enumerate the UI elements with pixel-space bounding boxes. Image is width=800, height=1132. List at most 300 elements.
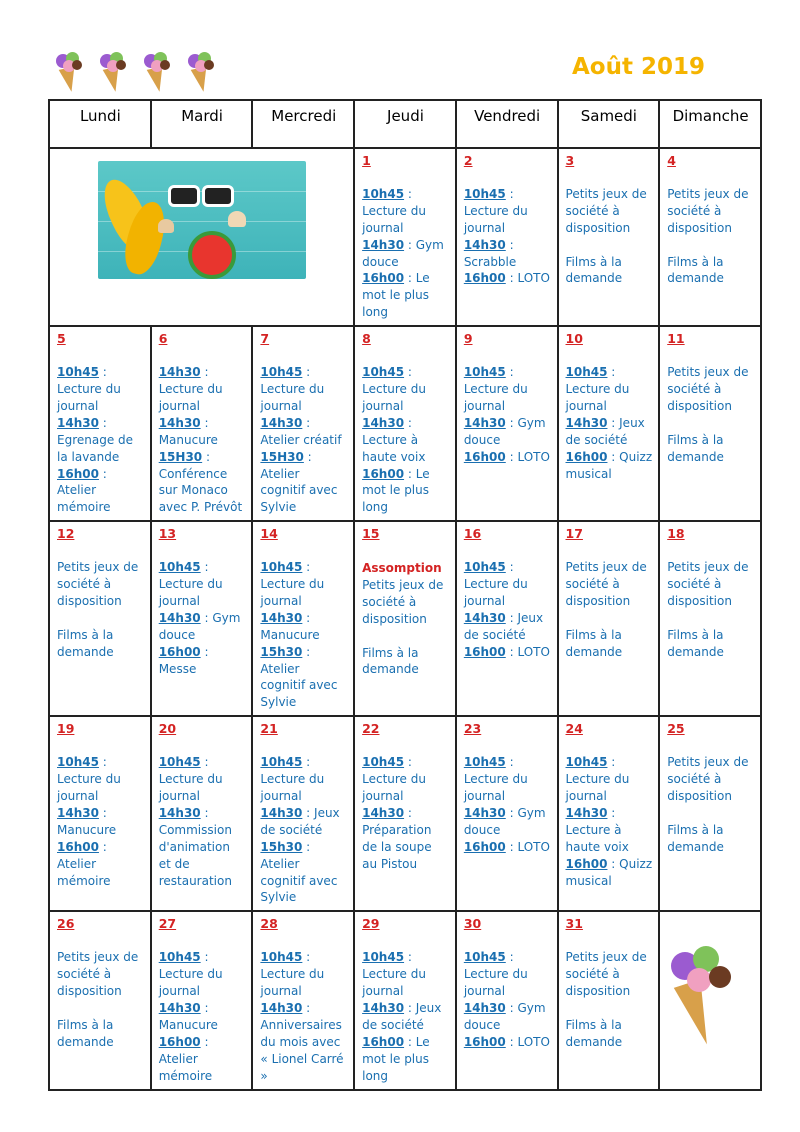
activity-line <box>159 1000 246 1017</box>
activity-text: Lecture du journal <box>362 772 426 803</box>
activity-time: 10h45 <box>463 365 506 380</box>
activity-line <box>260 449 347 466</box>
weekday-header: Mardi <box>151 100 253 148</box>
activity-time: 14h30 <box>260 805 303 820</box>
activity-line <box>566 1017 653 1051</box>
activity-text: : Jeux de société <box>565 415 645 447</box>
activity-text: : Gym douce <box>158 610 241 642</box>
day-number: 13 <box>158 526 177 542</box>
activity-line <box>57 432 144 466</box>
activity-time: 14h30 <box>565 415 608 430</box>
day-cell <box>151 326 253 521</box>
day-cell <box>659 148 761 326</box>
activity-text: Films à la demande <box>57 627 114 659</box>
activity-time: 16h00 <box>362 271 405 286</box>
activity-text: Petits jeux de société à disposition <box>565 186 647 235</box>
activity-text: Lecture du journal <box>362 381 426 413</box>
activity-line <box>362 577 449 628</box>
day-cell <box>49 911 151 1089</box>
activity-text: Petits jeux de société à disposition <box>57 560 139 608</box>
week-row <box>49 326 761 521</box>
activity-text: Lecture à haute voix <box>362 432 426 464</box>
activity-line <box>566 949 653 1000</box>
activity-line <box>57 856 144 890</box>
activity-text: : <box>505 755 514 770</box>
activity-line <box>159 822 246 890</box>
activity-time: 10h45 <box>463 755 506 770</box>
activity-line <box>464 364 551 381</box>
activity-text: : <box>98 755 107 770</box>
activity-text: : <box>98 365 107 380</box>
activity-line <box>260 856 347 907</box>
activity-time: 14h30 <box>362 805 405 820</box>
activity-time: 14h30 <box>362 237 405 252</box>
activity-time: 14h30 <box>362 415 405 430</box>
activity-text: : <box>302 839 311 854</box>
day-cell <box>456 326 558 521</box>
activity-text: Lecture du journal <box>463 577 528 608</box>
activity-text: Manucure <box>57 822 117 837</box>
activity-time: 16h00 <box>362 1034 405 1049</box>
day-number: 28 <box>260 916 278 932</box>
activity-line <box>260 364 347 381</box>
activity-time: 14h30 <box>463 415 506 430</box>
ice-cream-icon <box>665 942 741 1046</box>
activity-text: Films à la demande <box>667 432 724 464</box>
activity-line <box>464 949 551 966</box>
activity-line <box>260 754 347 771</box>
header-icons <box>50 48 222 94</box>
activity-line <box>159 610 246 644</box>
activity-text: Petits jeux de société à disposition <box>667 560 749 608</box>
activity-line <box>57 364 144 381</box>
day-number: 18 <box>667 526 685 542</box>
activity-time: 14h30 <box>463 610 506 625</box>
activity-line <box>57 771 144 805</box>
activity-time: 15h30 <box>260 839 303 854</box>
activity-line <box>464 754 551 771</box>
month-title: Août 2019 <box>572 54 705 80</box>
activity-line <box>464 559 551 576</box>
activity-text: : <box>200 560 209 575</box>
activity-line <box>362 415 449 432</box>
activity-line <box>667 432 754 466</box>
activity-line <box>159 949 246 966</box>
activity-line <box>57 805 144 822</box>
activity-text: Atelier mémoire <box>158 1051 213 1083</box>
activity-line <box>260 966 347 1000</box>
activity-text: : <box>404 950 412 965</box>
activity-time: 10h45 <box>158 560 201 575</box>
activity-time: 15h30 <box>260 644 303 659</box>
activity-text: : Quizz musical <box>565 449 653 481</box>
activity-line <box>159 1051 246 1085</box>
activity-line <box>159 364 246 381</box>
activity-text: : <box>98 466 107 481</box>
activity-text: : <box>200 755 209 770</box>
activity-time: 10h45 <box>158 755 201 770</box>
day-number: 24 <box>565 721 583 737</box>
activity-text: Lecture du journal <box>362 967 426 999</box>
activity-line <box>362 237 449 271</box>
activity-line <box>159 966 246 1000</box>
activity-text: Petits jeux de société à disposition <box>57 950 139 999</box>
activity-text: : <box>404 415 412 430</box>
activity-line <box>159 559 246 576</box>
activity-text: Films à la demande <box>565 254 623 286</box>
activity-line <box>57 482 144 516</box>
activity-text: : <box>202 449 211 464</box>
activity-text: : <box>302 415 311 430</box>
activity-text: : <box>505 950 514 965</box>
activity-text: Manucure <box>158 1017 218 1032</box>
activity-text: Lecture du journal <box>158 381 223 413</box>
activity-text: Petits jeux de société à disposition <box>667 365 749 413</box>
activity-line <box>464 186 551 203</box>
activity-text: Scrabble <box>463 254 517 269</box>
beach-image-cell <box>49 148 354 326</box>
day-cell <box>252 716 354 911</box>
activity-line <box>362 432 449 466</box>
day-cell <box>558 911 660 1089</box>
activity-time: 16h00 <box>463 1034 506 1049</box>
activity-line <box>260 1000 347 1017</box>
activity-text: Lecture du journal <box>260 381 325 413</box>
activity-line <box>362 966 449 1000</box>
day-cell <box>354 521 456 716</box>
week-row <box>49 521 761 716</box>
activity-time: 14h30 <box>260 415 303 430</box>
day-number: 27 <box>158 916 177 932</box>
day-cell <box>252 326 354 521</box>
activity-time: 15H30 <box>260 449 304 464</box>
weekday-header: Mercredi <box>252 100 354 148</box>
day-cell <box>151 716 253 911</box>
activity-line <box>57 466 144 483</box>
activity-text: Petits jeux de société à disposition <box>565 560 647 608</box>
activity-text: Films à la demande <box>362 645 419 677</box>
activity-line <box>362 822 449 873</box>
activity-text: : <box>302 950 311 965</box>
day-cell <box>252 911 354 1089</box>
activity-line <box>464 449 551 466</box>
activity-line <box>464 644 551 661</box>
day-number: 1 <box>362 153 371 168</box>
activity-text: : LOTO <box>505 1034 550 1049</box>
day-cell <box>456 716 558 911</box>
day-number: 9 <box>463 331 473 347</box>
activity-line <box>464 381 551 415</box>
day-number: 25 <box>667 721 685 737</box>
activity-time: 10h45 <box>260 950 303 965</box>
day-number: 31 <box>565 916 583 932</box>
activity-line <box>667 559 754 610</box>
day-cell <box>354 326 456 521</box>
activity-line <box>362 949 449 966</box>
activity-text: Préparation de la soupe au Pistou <box>362 822 432 871</box>
activity-text: : <box>98 839 107 854</box>
activity-time: 16h00 <box>565 449 608 464</box>
day-number: 6 <box>158 331 168 347</box>
activity-line <box>260 949 347 966</box>
calendar-table <box>48 99 762 1091</box>
activity-line <box>260 1017 347 1085</box>
activity-line <box>362 1034 449 1085</box>
activity-line <box>260 661 347 712</box>
ice-cream-icon <box>182 48 222 94</box>
activity-line <box>159 805 246 822</box>
activity-text: Lecture du journal <box>57 772 121 803</box>
activity-text: : LOTO <box>505 449 550 464</box>
activity-line <box>464 576 551 610</box>
weekday-header: Vendredi <box>456 100 558 148</box>
activity-text: Atelier mémoire <box>57 483 111 515</box>
activity-line <box>464 966 551 1000</box>
activity-text: : <box>302 1000 311 1015</box>
activity-time: 14h30 <box>463 1000 506 1015</box>
day-cell <box>558 521 660 716</box>
activity-text: Lecture du journal <box>57 381 121 413</box>
activity-text: : <box>302 560 311 575</box>
activity-text: : <box>200 1034 209 1049</box>
activity-text: : Le mot le plus long <box>362 271 430 320</box>
activity-line <box>260 610 347 627</box>
day-cell <box>558 326 660 521</box>
activity-line <box>362 645 449 679</box>
activity-text: Petits jeux de société à disposition <box>667 755 749 803</box>
activity-time: 10h45 <box>565 365 608 380</box>
activity-text: Lecture du journal <box>158 577 223 608</box>
activity-text: : <box>404 755 412 770</box>
activity-time: 10h45 <box>565 755 608 770</box>
activity-text: : Messe <box>158 644 209 676</box>
weekday-header: Samedi <box>558 100 660 148</box>
activity-line <box>566 364 653 381</box>
activity-line <box>464 805 551 839</box>
activity-text: : <box>98 805 107 820</box>
day-number: 20 <box>158 721 177 737</box>
activity-text: : Gym douce <box>463 805 546 837</box>
day-number: 22 <box>362 721 380 737</box>
activity-text: : Gym douce <box>463 1000 546 1032</box>
activity-line <box>159 415 246 432</box>
day-cell <box>558 148 660 326</box>
activity-time: 10h45 <box>158 950 201 965</box>
activity-text: : <box>302 644 311 659</box>
activity-text: Lecture du journal <box>158 772 223 803</box>
activity-text: Manucure <box>158 432 218 447</box>
activity-text: Petits jeux de société à disposition <box>362 577 444 626</box>
activity-text: Lecture du journal <box>565 772 630 803</box>
day-number: 26 <box>57 916 75 932</box>
activity-time: 14h30 <box>463 237 506 252</box>
activity-time: 16h00 <box>158 644 201 659</box>
activity-time: 14h30 <box>57 415 99 430</box>
activity-line <box>57 627 144 661</box>
activity-line <box>464 237 551 254</box>
activity-text: Commission d'animation et de restauration <box>158 822 232 888</box>
activity-text: : <box>303 449 312 464</box>
week-row <box>49 716 761 911</box>
activity-time: 16h00 <box>463 644 506 659</box>
ice-cream-icon <box>138 48 178 94</box>
activity-line <box>566 771 653 805</box>
day-number: 16 <box>463 526 482 542</box>
activity-time: 16h00 <box>463 449 506 464</box>
activity-text: : Le mot le plus long <box>362 1034 430 1083</box>
day-number: 11 <box>667 331 685 347</box>
activity-line <box>362 364 449 381</box>
day-number: 8 <box>362 331 371 347</box>
activity-text: Manucure <box>260 627 320 642</box>
activity-line <box>464 771 551 805</box>
activity-text: : <box>200 805 209 820</box>
activity-text: : <box>505 365 514 380</box>
activity-text: Atelier mémoire <box>57 856 111 888</box>
activity-time: 14h30 <box>57 805 99 820</box>
day-number: 19 <box>57 721 75 737</box>
activity-text: Lecture du journal <box>260 577 325 608</box>
day-cell <box>354 716 456 911</box>
activity-line <box>362 270 449 321</box>
activity-line <box>260 381 347 415</box>
activity-text: : <box>607 755 616 770</box>
day-cell <box>558 716 660 911</box>
activity-text: Lecture du journal <box>158 967 223 999</box>
activity-text: Conférence sur Monaco avec P. Prévôt <box>158 466 243 515</box>
activity-line <box>566 186 653 237</box>
activity-line <box>362 381 449 415</box>
activity-line <box>159 644 246 678</box>
day-cell <box>659 326 761 521</box>
activity-line <box>159 466 246 517</box>
day-number: 23 <box>463 721 482 737</box>
activity-time: 16h00 <box>57 466 99 481</box>
day-number: 2 <box>463 153 473 168</box>
activity-text: Atelier cognitif avec Sylvie <box>260 466 338 515</box>
activity-text: : <box>505 237 514 252</box>
activity-line <box>464 1000 551 1034</box>
activity-text: : <box>302 365 311 380</box>
day-cell <box>659 521 761 716</box>
activity-line <box>260 559 347 576</box>
activity-line <box>260 576 347 610</box>
day-number: 7 <box>260 331 270 347</box>
activity-line <box>159 1017 246 1034</box>
activity-text: Lecture du journal <box>463 772 528 803</box>
activity-time: 14h30 <box>158 365 201 380</box>
activity-line <box>260 466 347 517</box>
activity-time: 10h45 <box>463 560 506 575</box>
day-cell <box>354 911 456 1089</box>
activity-line <box>362 805 449 822</box>
activity-text: : <box>200 950 209 965</box>
activity-line <box>260 644 347 661</box>
day-cell <box>456 521 558 716</box>
activity-time: 16h00 <box>565 856 608 871</box>
activity-text: : Gym douce <box>463 415 546 447</box>
activity-text: : <box>404 186 412 201</box>
activity-text: Films à la demande <box>57 1017 114 1049</box>
activity-line <box>362 203 449 237</box>
activity-text: Petits jeux de société à disposition <box>565 950 647 999</box>
activity-text: : <box>98 415 107 430</box>
day-cell <box>456 148 558 326</box>
week-row <box>49 911 761 1089</box>
day-number: 14 <box>260 526 278 542</box>
activity-text: Lecture du journal <box>463 381 528 413</box>
activity-time: 10h45 <box>57 365 99 380</box>
day-cell <box>456 911 558 1089</box>
activity-text: Films à la demande <box>667 822 724 854</box>
activity-line <box>159 771 246 805</box>
day-number: 3 <box>565 153 575 168</box>
activity-text: : <box>505 560 514 575</box>
activity-text: Egrenage de la lavande <box>57 432 134 464</box>
calendar-body <box>49 148 761 1090</box>
activity-time: 14h30 <box>260 1000 303 1015</box>
activity-line <box>667 627 754 661</box>
day-cell <box>151 911 253 1089</box>
activity-time: 14h30 <box>158 805 201 820</box>
activity-text: : <box>200 1000 209 1015</box>
day-number: 12 <box>57 526 75 542</box>
activity-time: 16h00 <box>57 839 99 854</box>
beach-image <box>98 161 306 279</box>
activity-time: 16h00 <box>463 271 506 286</box>
day-cell <box>49 326 151 521</box>
activity-line <box>159 1034 246 1051</box>
ice-cream-icon <box>94 48 134 94</box>
activity-line <box>260 839 347 856</box>
activity-line <box>260 415 347 432</box>
activity-text: : <box>200 415 209 430</box>
activity-time: 14h30 <box>463 805 506 820</box>
activity-line <box>159 381 246 415</box>
activity-line <box>566 856 653 890</box>
day-cell <box>659 716 761 911</box>
activity-text: : Jeux de société <box>260 805 340 837</box>
activity-text: : <box>607 365 616 380</box>
activity-text: : Le mot le plus long <box>362 466 430 515</box>
day-number: 15 <box>362 526 380 542</box>
activity-time: 14h30 <box>158 610 201 625</box>
activity-time: 10h45 <box>362 186 405 201</box>
activity-time: 14h30 <box>362 1000 405 1015</box>
activity-line <box>57 754 144 771</box>
ice-cream-cell <box>659 911 761 1089</box>
activity-time: 10h45 <box>463 186 506 201</box>
activity-line <box>57 1017 144 1051</box>
activity-line <box>159 432 246 449</box>
activity-text: : Quizz musical <box>565 856 653 888</box>
activity-text: : <box>404 805 412 820</box>
activity-line <box>260 432 347 449</box>
activity-line <box>566 415 653 449</box>
activity-time: 10h45 <box>362 365 405 380</box>
activity-line <box>362 1000 449 1034</box>
activity-line <box>57 949 144 1000</box>
activity-time: 10h45 <box>463 950 506 965</box>
activity-time: 14h30 <box>260 610 303 625</box>
activity-line <box>57 381 144 415</box>
day-number: 21 <box>260 721 278 737</box>
activity-line <box>667 754 754 805</box>
activity-text: Anniversaires du mois avec « Lionel Carré » <box>260 1017 344 1083</box>
activity-time: 10h45 <box>57 755 99 770</box>
activity-line <box>464 415 551 449</box>
activity-line <box>566 559 653 610</box>
